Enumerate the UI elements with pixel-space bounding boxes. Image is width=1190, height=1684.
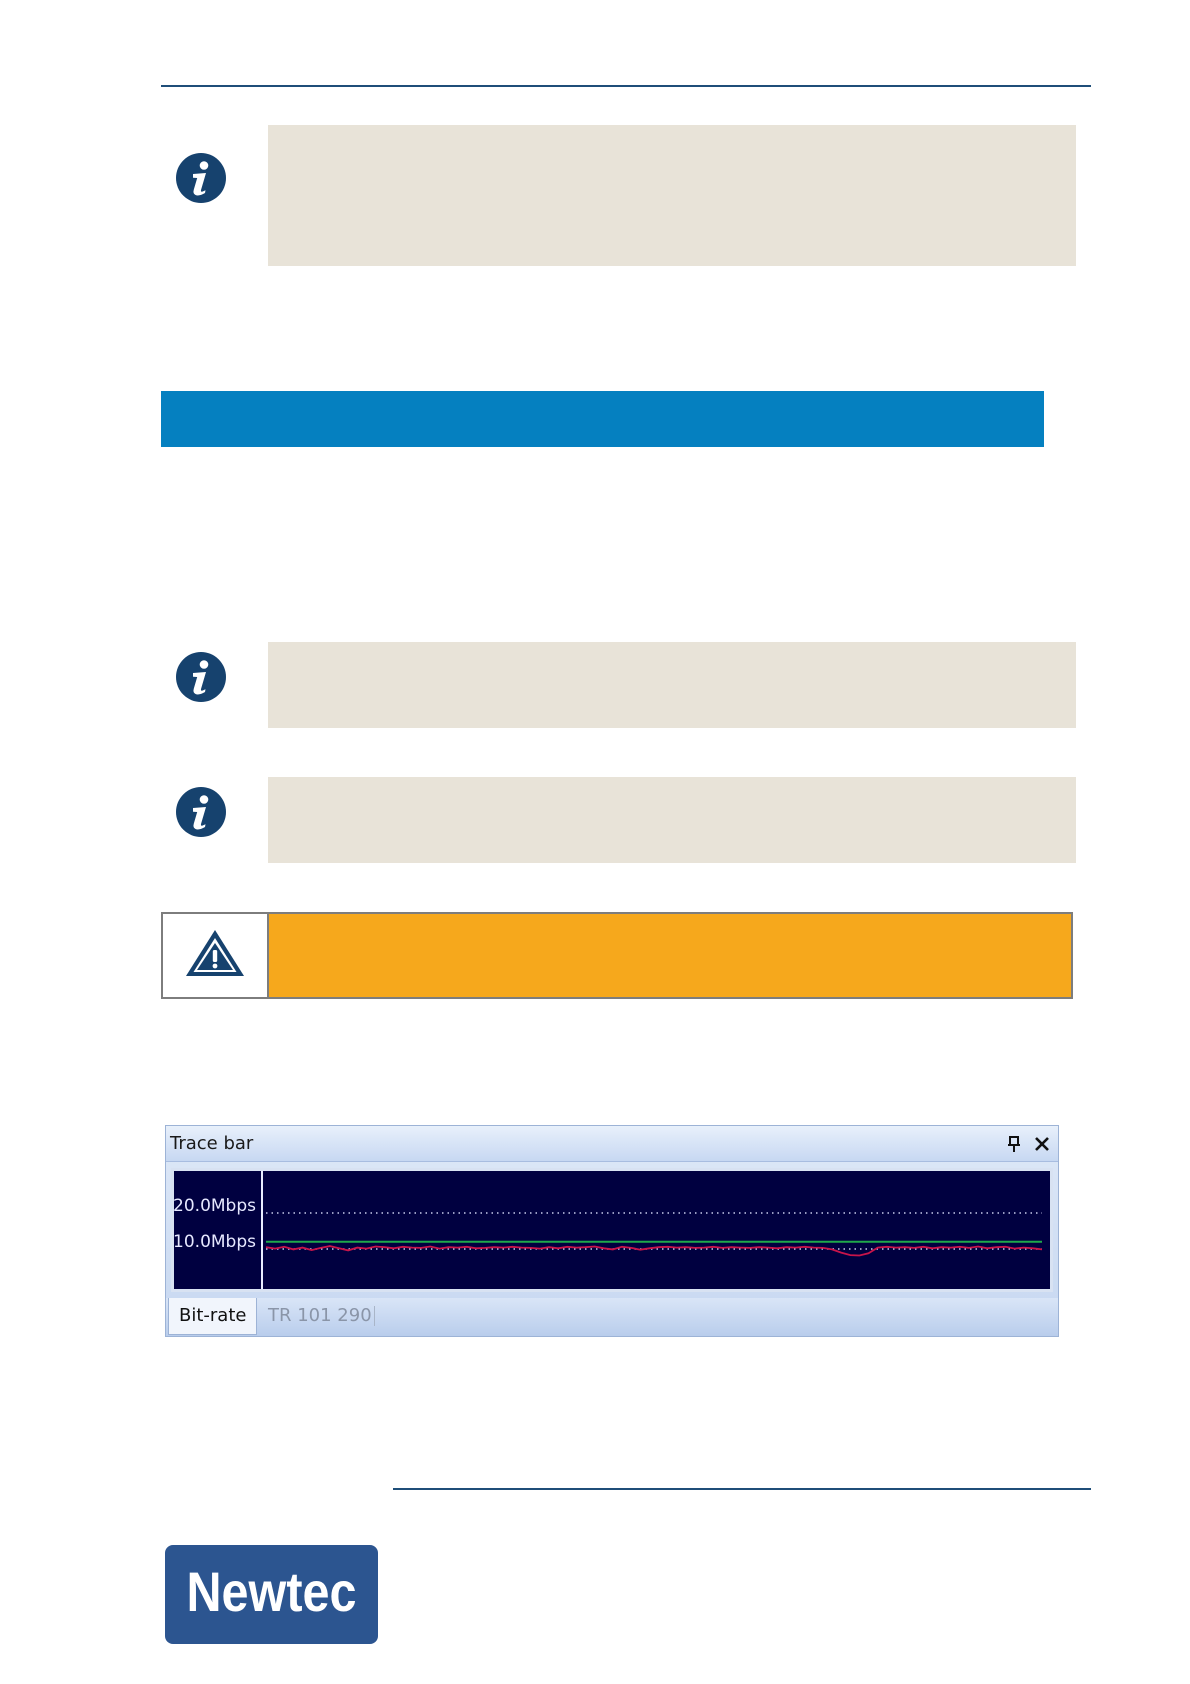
note-box bbox=[268, 125, 1076, 266]
tab-separator bbox=[374, 1306, 375, 1326]
trace-bar-titlebar bbox=[166, 1126, 1058, 1162]
bitrate-plot bbox=[171, 1168, 1053, 1292]
y-tick-label: 10.0Mbps bbox=[174, 1232, 256, 1252]
trace-bar-title: Trace bar bbox=[170, 1133, 254, 1154]
bitrate-line bbox=[266, 1246, 1042, 1255]
section-heading-bar bbox=[161, 391, 1044, 447]
info-icon bbox=[175, 786, 227, 838]
tab-tr-101-290[interactable]: TR 101 290 bbox=[268, 1305, 372, 1326]
y-tick-label: 20.0Mbps bbox=[174, 1196, 256, 1216]
trace-bar-tabs bbox=[166, 1298, 1058, 1336]
close-icon[interactable] bbox=[1032, 1134, 1052, 1154]
header-rule bbox=[161, 85, 1091, 87]
info-icon bbox=[175, 651, 227, 703]
footer-rule bbox=[393, 1488, 1091, 1490]
warning-triangle-icon bbox=[184, 928, 246, 983]
caution-icon-cell bbox=[163, 914, 269, 997]
newtec-logo-mark bbox=[165, 1545, 378, 1644]
info-icon bbox=[175, 152, 227, 204]
svg-text:Newtec: Newtec bbox=[186, 1560, 357, 1623]
tab-bit-rate[interactable]: Bit-rate bbox=[168, 1298, 257, 1335]
trace-bar-panel bbox=[165, 1125, 1059, 1337]
bitrate-chart bbox=[174, 1171, 1050, 1289]
note-box bbox=[268, 642, 1076, 728]
pin-icon[interactable] bbox=[1004, 1134, 1024, 1154]
caution-box bbox=[161, 912, 1073, 999]
newtec-logo bbox=[165, 1545, 378, 1644]
note-box bbox=[268, 777, 1076, 863]
